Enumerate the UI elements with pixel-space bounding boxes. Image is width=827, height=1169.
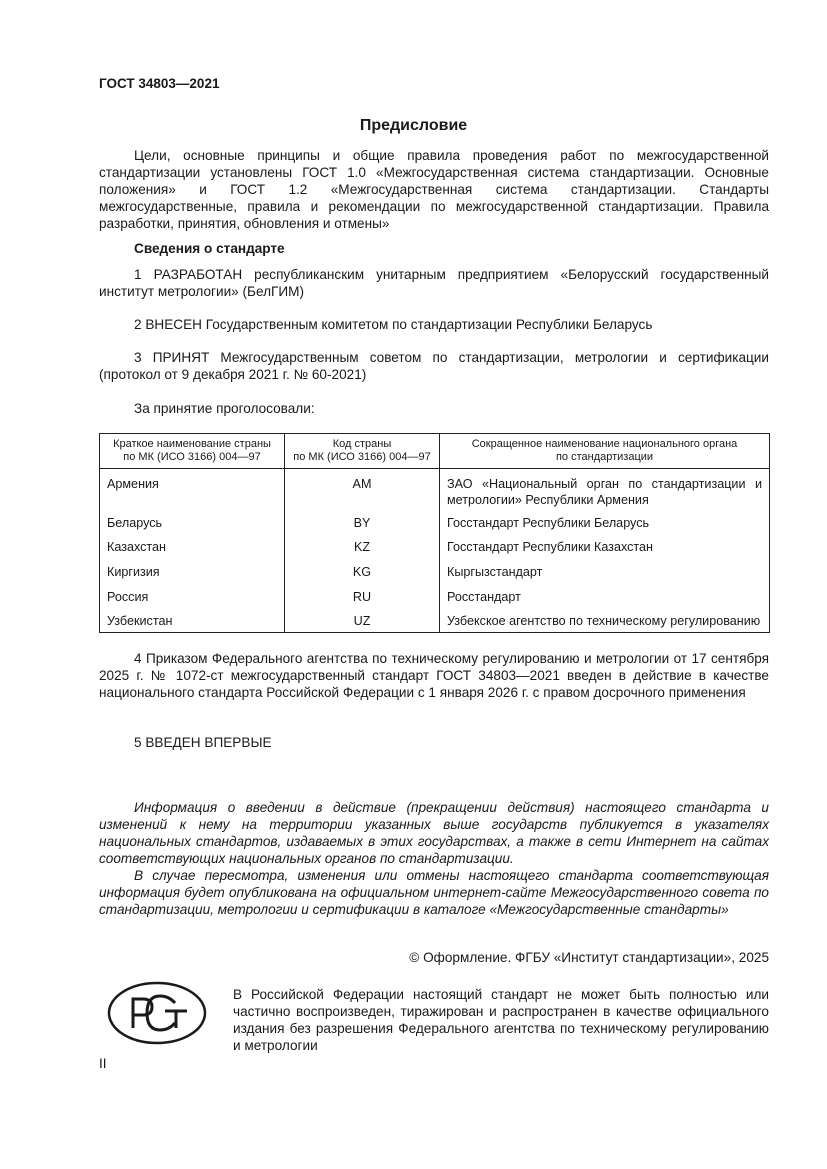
copyright: © Оформление. ФГБУ «Институт стандартизации», 2025 — [409, 950, 769, 965]
voted-label: За принятие проголосовали: — [134, 401, 315, 416]
code-cell: RU — [285, 584, 440, 609]
country-cell: Киргизия — [100, 559, 285, 584]
table-row — [100, 469, 770, 509]
note-publication: Информация о введении в действие (прекращении действия) настоящего стандарта и изменений к нему на территории указанных выше государств публикуется в указателях национальных стандартов, издаваемых в этих государствах, а также в сети Интернет на сайтах соответствующих национальных органов по стандартизации. — [99, 800, 769, 866]
col-header-country — [100, 434, 285, 469]
pct-logo — [107, 981, 207, 1045]
body-cell: Росстандарт — [440, 584, 770, 609]
col-header-body-line1: Сокращенное наименование национального органа — [471, 438, 738, 450]
country-cell: Россия — [100, 584, 285, 609]
table-row — [100, 609, 770, 633]
pct-mark-icon — [107, 981, 207, 1045]
col-header-body — [440, 434, 770, 469]
col-header-code — [285, 434, 440, 469]
code-cell: BY — [285, 509, 440, 534]
foreword-intro: Цели, основные принципы и общие правила проведения работ по межгосударственной стандартизации установлены ГОСТ 1.0 «Межгосударственная система стандартизации. Основные положения» и ГОСТ 1.2 «Межгосударственная система стандартизации. Стандарты межгосударственные, правила и рекомендации по межгосударственной стандартизации. Правила разработки, принятия, обновления и отмены» — [99, 148, 769, 231]
copyright-notice: В Российской Федерации настоящий стандарт не может быть полностью или частично воспроизведен, тиражирован и распространен в качестве официального издания без разрешения Федерального агентства по техническому регулированию и метрологии — [233, 987, 769, 1053]
code-cell: AM — [285, 469, 440, 509]
code-cell: UZ — [285, 609, 440, 633]
standard-info-heading: Сведения о стандарте — [134, 241, 285, 256]
info-item-5: 5 ВВЕДЕН ВПЕРВЫЕ — [134, 735, 272, 750]
col-header-code-line1: Код страны — [332, 438, 392, 450]
document-code: ГОСТ 34803—2021 — [99, 76, 220, 91]
col-header-body-line2: по стандартизации — [555, 451, 654, 463]
countries-table — [99, 433, 770, 633]
body-cell: Госстандарт Республики Казахстан — [440, 534, 770, 559]
col-header-code-line2: по МК (ИСО 3166) 004—97 — [293, 451, 431, 463]
country-cell: Беларусь — [100, 509, 285, 534]
code-cell: KZ — [285, 534, 440, 559]
info-item-1: 1 РАЗРАБОТАН республиканским унитарным предприятием «Белорусский государственный институт метрологии» (БелГИМ) — [99, 267, 769, 299]
country-cell: Узбекистан — [100, 609, 285, 633]
table-header-row — [100, 434, 770, 469]
table-row — [100, 559, 770, 584]
country-cell: Казахстан — [100, 534, 285, 559]
body-cell: Госстандарт Республики Беларусь — [440, 509, 770, 534]
info-item-2: 2 ВНЕСЕН Государственным комитетом по стандартизации Республики Беларусь — [134, 317, 653, 332]
body-cell: Кыргызстандарт — [440, 559, 770, 584]
col-header-country-line1: Краткое наименование страны — [113, 438, 271, 450]
note-revision: В случае пересмотра, изменения или отмены настоящего стандарта соответствующая информация будет опубликована на официальном интернет-сайте Межгосударственного совета по стандартизации, метрологии и сертификации в каталоге «Межгосударственные стандарты» — [99, 868, 769, 917]
col-header-country-line2: по МК (ИСО 3166) 004—97 — [123, 451, 261, 463]
page-number: II — [99, 1056, 107, 1071]
body-cell: Узбекское агентство по техническому регулированию — [440, 609, 770, 633]
info-item-3: 3 ПРИНЯТ Межгосударственным советом по стандартизации, метрологии и сертификации (протокол от 9 декабря 2021 г. № 60-2021) — [99, 350, 769, 382]
code-cell: KG — [285, 559, 440, 584]
info-item-4: 4 Приказом Федерального агентства по техническому регулированию и метрологии от 17 сентября 2025 г. № 1072-ст межгосударственный стандарт ГОСТ 34803—2021 введен в действие в качестве национального стандарта Российской Федерации с 1 января 2026 г. с правом досрочного применения — [99, 651, 769, 700]
table-row — [100, 509, 770, 534]
country-cell: Армения — [100, 469, 285, 509]
table-row — [100, 584, 770, 609]
foreword-title: Предисловие — [359, 117, 468, 134]
table-row — [100, 534, 770, 559]
body-cell: ЗАО «Национальный орган по стандартизации и метрологии» Республики Армения — [440, 469, 770, 509]
